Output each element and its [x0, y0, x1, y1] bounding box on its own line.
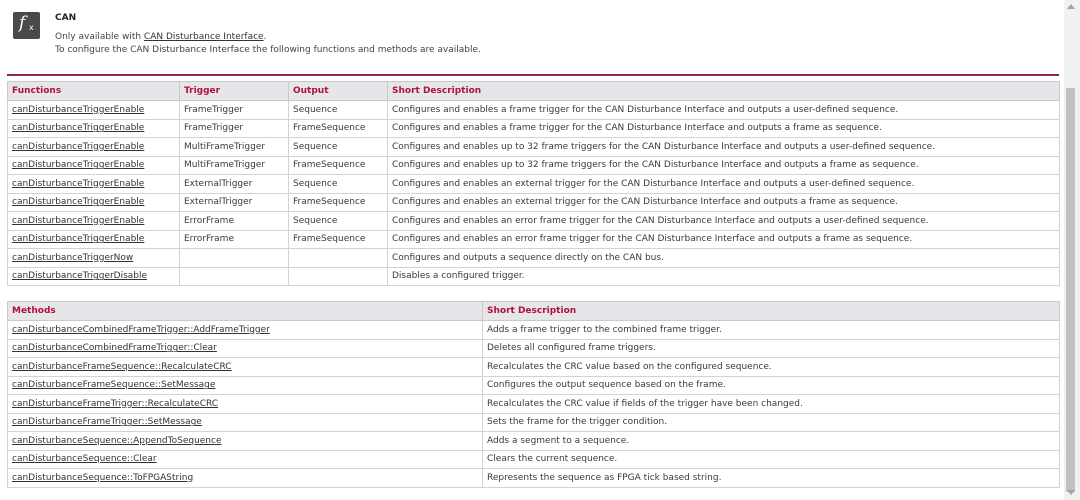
table-row — [8, 230, 1060, 249]
table-row — [8, 175, 1060, 194]
description-cell: Configures and enables an external trigger for the CAN Disturbance Interface and outputs a frame as sequence. — [388, 193, 1060, 212]
trigger-cell: FrameTrigger — [180, 119, 289, 138]
trigger-cell: MultiFrameTrigger — [180, 138, 289, 157]
table-row — [8, 138, 1060, 157]
column-header-output: Output — [289, 82, 388, 101]
scroll-down-arrow-icon[interactable] — [1067, 490, 1075, 495]
output-cell: Sequence — [289, 212, 388, 231]
function-link[interactable]: canDisturbanceTriggerEnable — [12, 141, 145, 152]
trigger-cell: ExternalTrigger — [180, 175, 289, 194]
page-title: CAN — [55, 13, 77, 23]
method-link[interactable]: canDisturbanceFrameSequence::RecalculateCRC — [12, 361, 232, 372]
header-divider — [7, 74, 1059, 76]
column-header-methods: Methods — [8, 302, 483, 321]
output-cell — [289, 267, 388, 286]
method-link[interactable]: canDisturbanceSequence::ToFPGAString — [12, 472, 194, 483]
description-cell: Configures and enables up to 32 frame triggers for the CAN Disturbance Interface and outputs a frame as sequence. — [388, 156, 1060, 175]
table-row — [8, 413, 1060, 432]
output-cell: FrameSequence — [289, 119, 388, 138]
table-row — [8, 101, 1060, 120]
description-cell: Clears the current sequence. — [483, 450, 1060, 469]
method-link[interactable]: canDisturbanceFrameTrigger::RecalculateCRC — [12, 398, 219, 409]
trigger-cell: MultiFrameTrigger — [180, 156, 289, 175]
description-cell: Configures and enables up to 32 frame triggers for the CAN Disturbance Interface and outputs a user-defined sequence. — [388, 138, 1060, 157]
trigger-cell — [180, 267, 289, 286]
table-row — [8, 395, 1060, 414]
description-cell: Configures and enables an error frame trigger for the CAN Disturbance Interface and outputs a user-defined sequence. — [388, 212, 1060, 231]
method-link[interactable]: canDisturbanceSequence::AppendToSequence — [12, 435, 222, 446]
output-cell: Sequence — [289, 175, 388, 194]
function-link[interactable]: canDisturbanceTriggerEnable — [12, 104, 145, 115]
description-cell: Disables a configured trigger. — [388, 267, 1060, 286]
description-cell: Configures and enables a frame trigger for the CAN Disturbance Interface and outputs a user-defined sequence. — [388, 101, 1060, 120]
output-cell — [289, 249, 388, 268]
output-cell: Sequence — [289, 101, 388, 120]
output-cell: Sequence — [289, 138, 388, 157]
table-row — [8, 119, 1060, 138]
description-cell: Configures and outputs a sequence directly on the CAN bus. — [388, 249, 1060, 268]
functions-table — [7, 81, 1060, 286]
function-link[interactable]: canDisturbanceTriggerEnable — [12, 197, 145, 208]
description-cell: Recalculates the CRC value if fields of the trigger have been changed. — [483, 395, 1060, 414]
methods-header-row — [8, 302, 1060, 321]
function-link[interactable]: canDisturbanceTriggerEnable — [12, 215, 145, 226]
description-cell: Adds a frame trigger to the combined frame trigger. — [483, 321, 1060, 340]
functions-header-row — [8, 82, 1060, 101]
table-row — [8, 249, 1060, 268]
description-cell: Deletes all configured frame triggers. — [483, 339, 1060, 358]
function-link[interactable]: canDisturbanceTriggerEnable — [12, 234, 145, 245]
description-cell: Configures and enables an error frame trigger for the CAN Disturbance Interface and outputs a frame as sequence. — [388, 230, 1060, 249]
table-row — [8, 358, 1060, 377]
method-link[interactable]: canDisturbanceCombinedFrameTrigger::Clear — [12, 343, 217, 354]
page-description: To configure the CAN Disturbance Interface the following functions and methods are available. — [55, 45, 481, 55]
column-header-trigger: Trigger — [180, 82, 289, 101]
method-link[interactable]: canDisturbanceFrameSequence::SetMessage — [12, 380, 216, 391]
table-row — [8, 450, 1060, 469]
column-header-short-description: Short Description — [483, 302, 1060, 321]
description-cell: Configures and enables an external trigger for the CAN Disturbance Interface and outputs a user-defined sequence. — [388, 175, 1060, 194]
trigger-cell: ErrorFrame — [180, 212, 289, 231]
scrollbar-thumb[interactable] — [1066, 88, 1075, 492]
table-row — [8, 432, 1060, 451]
table-row — [8, 156, 1060, 175]
description-cell: Recalculates the CRC value based on the configured sequence. — [483, 358, 1060, 377]
method-link[interactable]: canDisturbanceSequence::Clear — [12, 454, 157, 465]
function-link[interactable]: canDisturbanceTriggerDisable — [12, 271, 148, 282]
trigger-cell — [180, 249, 289, 268]
table-row — [8, 267, 1060, 286]
function-link[interactable]: canDisturbanceTriggerNow — [12, 252, 134, 263]
description-cell: Sets the frame for the trigger condition. — [483, 413, 1060, 432]
output-cell: FrameSequence — [289, 193, 388, 212]
table-row — [8, 469, 1060, 488]
column-header-short-description: Short Description — [388, 82, 1060, 101]
method-link[interactable]: canDisturbanceCombinedFrameTrigger::AddFrameTrigger — [12, 324, 270, 335]
function-link[interactable]: canDisturbanceTriggerEnable — [12, 178, 145, 189]
methods-table — [7, 301, 1060, 488]
table-row — [8, 339, 1060, 358]
function-link[interactable]: canDisturbanceTriggerEnable — [12, 160, 145, 171]
function-link[interactable]: canDisturbanceTriggerEnable — [12, 123, 145, 134]
trigger-cell: ErrorFrame — [180, 230, 289, 249]
trigger-cell: ExternalTrigger — [180, 193, 289, 212]
table-row — [8, 376, 1060, 395]
can-disturbance-interface-link[interactable]: CAN Disturbance Interface — [143, 32, 264, 42]
scroll-up-arrow-icon[interactable] — [1067, 4, 1075, 9]
table-row — [8, 321, 1060, 340]
function-icon: f x — [13, 12, 40, 39]
output-cell: FrameSequence — [289, 156, 388, 175]
column-header-functions: Functions — [8, 82, 180, 101]
method-link[interactable]: canDisturbanceFrameTrigger::SetMessage — [12, 417, 202, 428]
description-cell: Adds a segment to a sequence. — [483, 432, 1060, 451]
description-cell: Configures and enables a frame trigger for the CAN Disturbance Interface and outputs a frame as sequence. — [388, 119, 1060, 138]
description-cell: Configures the output sequence based on the frame. — [483, 376, 1060, 395]
availability-note: Only available with CAN Disturbance Interface. — [55, 32, 267, 42]
description-cell: Represents the sequence as FPGA tick based string. — [483, 469, 1060, 488]
table-row — [8, 193, 1060, 212]
output-cell: FrameSequence — [289, 230, 388, 249]
trigger-cell: FrameTrigger — [180, 101, 289, 120]
table-row — [8, 212, 1060, 231]
